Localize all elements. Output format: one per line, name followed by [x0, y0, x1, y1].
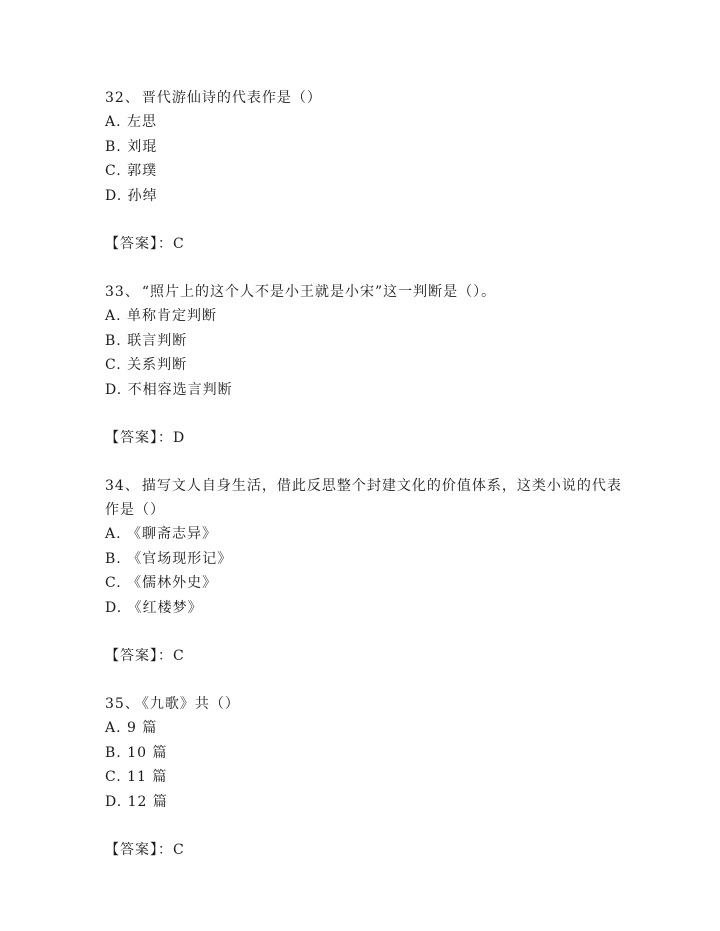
answer-value: C: [173, 842, 185, 858]
question-text: 晋代游仙诗的代表作是（）: [141, 90, 322, 106]
option-d: D. 不相容选言判断: [105, 381, 233, 398]
answer-line: [105, 644, 625, 668]
answer-label: 【答案】：: [105, 236, 173, 252]
question-35: [105, 692, 625, 862]
question-text: 描写文人自身生活，借此反思整个封建文化的价值体系，这类小说的代表作是（）: [105, 478, 622, 518]
exam-document: [105, 86, 625, 886]
option-c: C. 《儒林外史》: [105, 575, 218, 591]
answer-line: [105, 426, 625, 450]
answer-value: D: [173, 430, 186, 446]
question-stem: [105, 474, 625, 522]
question-number: 34、: [105, 478, 140, 494]
question-34: [105, 474, 625, 668]
option-c: C. 关系判断: [105, 357, 188, 373]
question-text: 《九歌》共（）: [141, 696, 240, 712]
answer-value: C: [173, 236, 185, 252]
option-b: B. 联言判断: [105, 332, 188, 349]
option-b: B. 《官场现形记》: [105, 550, 233, 567]
question-33: [105, 280, 625, 450]
option-a: A. 单称肯定判断: [105, 308, 218, 324]
option-a: A. 《聊斋志异》: [105, 526, 218, 542]
option-a: A. 9 篇: [105, 720, 158, 736]
answer-line: [105, 232, 625, 256]
option-b: B. 10 篇: [105, 744, 168, 761]
question-number: 32、: [105, 90, 140, 106]
question-stem: [105, 692, 625, 716]
answer-label: 【答案】：: [105, 430, 173, 446]
answer-line: [105, 838, 625, 862]
question-stem: [105, 280, 625, 304]
option-d: D. 孙绰: [105, 187, 158, 204]
option-d: D. 12 篇: [105, 793, 168, 810]
option-d: D. 《红楼梦》: [105, 599, 203, 616]
question-number: 35、: [105, 696, 140, 712]
option-c: C. 11 篇: [105, 769, 168, 785]
question-text: “照片上的这个人不是小王就是小宋”这一判断是（）。: [141, 284, 497, 300]
option-a: A. 左思: [105, 114, 158, 130]
option-b: B. 刘琨: [105, 138, 158, 155]
answer-label: 【答案】：: [105, 842, 173, 858]
answer-value: C: [173, 648, 185, 664]
question-number: 33、: [105, 284, 140, 300]
answer-label: 【答案】：: [105, 648, 173, 664]
question-stem: [105, 86, 625, 110]
option-c: C. 郭璞: [105, 163, 158, 179]
question-32: [105, 86, 625, 256]
